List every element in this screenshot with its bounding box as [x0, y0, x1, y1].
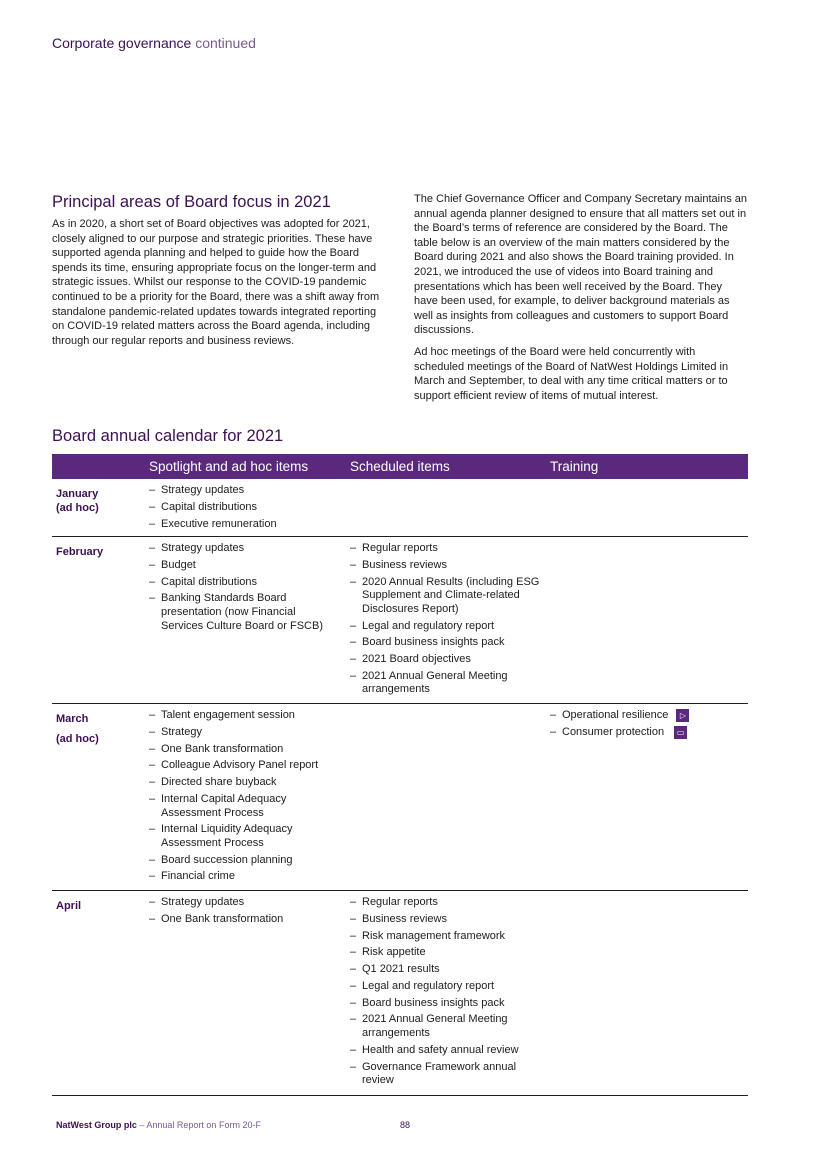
presentation-screen-icon[interactable]: ▭ [674, 726, 687, 739]
list-item: – Internal Liquidity Adequacy Assessment Process [149, 823, 339, 850]
footer-company: NatWest Group plc [56, 1120, 137, 1130]
calendar-title: Board annual calendar for 2021 [52, 427, 284, 445]
month-label [56, 899, 136, 913]
spotlight-cell [149, 896, 339, 930]
list-item: – Banking Standards Board presentation (now Financial Services Culture Board or FSCB) [149, 592, 339, 633]
month-label [56, 545, 136, 559]
list-item: – Legal and regulatory report [350, 980, 540, 994]
training-label: – Operational resilience [562, 709, 669, 721]
list-item: – Legal and regulatory report [350, 620, 540, 634]
list-item: – 2020 Annual Results (including ESG Supplement and Climate-related Disclosures Report) [350, 576, 540, 617]
table-row-march [52, 704, 748, 891]
spotlight-cell [149, 542, 339, 636]
scheduled-cell [350, 896, 540, 1091]
list-item: – Financial crime [149, 870, 339, 884]
header-spotlight: Spotlight and ad hoc items [149, 459, 309, 474]
list-item: – Executive remuneration [149, 518, 339, 532]
list-item: – 2021 Board objectives [350, 653, 540, 667]
list-item: – Board business insights pack [350, 997, 540, 1011]
footer-report: Annual Report on Form 20-F [146, 1120, 261, 1130]
table-row-february [52, 537, 748, 704]
month-name: January [56, 488, 99, 500]
list-item: – Board business insights pack [350, 636, 540, 650]
list-item: – Colleague Advisory Panel report [149, 759, 339, 773]
principal-areas-heading: Principal areas of Board focus in 2021 [52, 193, 331, 211]
play-video-icon[interactable]: ▷ [676, 709, 689, 722]
board-calendar-table [52, 454, 748, 1096]
list-item: – Governance Framework annual review [350, 1061, 540, 1088]
list-item: – Regular reports [350, 542, 540, 556]
list-item: – 2021 Annual General Meeting arrangements [350, 670, 540, 697]
page-footer [56, 1120, 261, 1130]
principal-areas-section [52, 192, 387, 355]
list-item: – 2021 Annual General Meeting arrangements [350, 1013, 540, 1040]
table-header-row [52, 454, 748, 479]
list-item: – Budget [149, 559, 339, 573]
list-item: – Capital distributions [149, 576, 339, 590]
month-name: April [56, 900, 82, 912]
month-adhoc: (ad hoc) [56, 733, 99, 746]
agenda-planner-section [414, 192, 748, 410]
page-header [52, 35, 256, 51]
principal-areas-paragraph: As in 2020, a short set of Board objectives was adopted for 2021, closely aligned to our purpose and strategic priorities. These have supported agenda planning and helped to guide how the Board spends its time, ensuring appropriate focus on the longer-term and strategic issues. Whilst our response to the COVID-19 pandemic continued to be a priority for the Board, there was a shift away from standalone pandemic-related updates towards integrated reporting on COVID-19 related matters across the Board agenda, including through our regular reports and business reviews. [52, 218, 380, 347]
month-name: February [56, 546, 104, 558]
spotlight-cell [149, 484, 339, 534]
header-scheduled: Scheduled items [350, 459, 450, 474]
table-row-april [52, 891, 748, 1096]
list-item: – Internal Capital Adequacy Assessment Process [149, 793, 339, 820]
list-item: – One Bank transformation [149, 743, 339, 757]
section-title: Corporate governance [52, 35, 192, 51]
list-item: – Health and safety annual review [350, 1044, 540, 1058]
list-item: – Risk appetite [350, 946, 540, 960]
list-item: – Q1 2021 results [350, 963, 540, 977]
agenda-planner-paragraph: The Chief Governance Officer and Company Secretary maintains an annual agenda planner designed to ensure that all matters set out in the Board’s terms of reference are considered by the Board. The table below is an overview of the main matters considered by the Board during 2021 and also shows the Board training provided. In 2021, we introduced the use of videos into Board training and presentations which has been well received by the Board. They have been used, for example, to deliver background materials as well as insights from colleagues and customers to support Board discussions. [414, 193, 748, 337]
spotlight-cell [149, 709, 339, 887]
page-number: 88 [400, 1120, 411, 1130]
month-label [56, 487, 136, 516]
list-item: – Risk management framework [350, 930, 540, 944]
month-label [56, 712, 136, 747]
scheduled-cell [350, 542, 540, 700]
list-item: – Regular reports [350, 896, 540, 910]
training-cell [550, 709, 746, 743]
training-item-operational-resilience [550, 709, 746, 723]
training-label: – Consumer protection [562, 725, 665, 738]
list-item: – Business reviews [350, 913, 540, 927]
list-item: – Strategy updates [149, 484, 339, 498]
table-row-january [52, 479, 748, 537]
list-item: – Strategy updates [149, 542, 339, 556]
list-item: – One Bank transformation [149, 913, 339, 927]
list-item: – Strategy updates [149, 896, 339, 910]
list-item: – Board succession planning [149, 854, 339, 868]
list-item: – Directed share buyback [149, 776, 339, 790]
footer-separator: – [139, 1120, 145, 1130]
header-training: Training [550, 459, 599, 474]
training-item-consumer-protection [550, 726, 746, 740]
section-continued: continued [195, 35, 256, 51]
list-item: – Strategy [149, 726, 339, 740]
month-adhoc: (ad hoc) [56, 502, 99, 515]
adhoc-meetings-paragraph: Ad hoc meetings of the Board were held concurrently with scheduled meetings of the Board of NatWest Holdings Limited in March and September, to deal with any time critical matters or to support efficient review of items of mutual interest. [414, 345, 729, 402]
list-item: – Talent engagement session [149, 709, 339, 723]
list-item: – Capital distributions [149, 501, 339, 515]
list-item: – Business reviews [350, 559, 540, 573]
month-name: March [56, 713, 89, 725]
